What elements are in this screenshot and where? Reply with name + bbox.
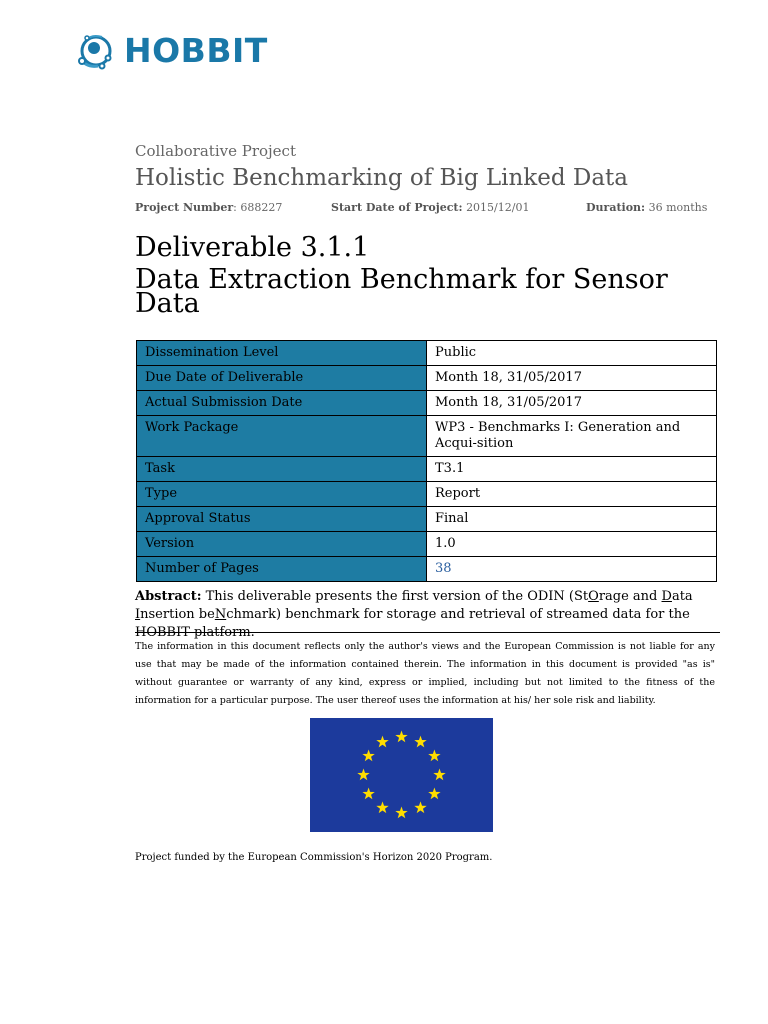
- row-label: Number of Pages: [137, 557, 427, 582]
- start-date-label: Start Date of Project:: [331, 201, 463, 214]
- abstract-text-4: nsertion be: [140, 607, 215, 622]
- row-value-cell: [427, 557, 717, 582]
- project-number: [135, 201, 282, 214]
- start-date-value: 2015/12/01: [466, 201, 530, 214]
- row-label: Approval Status: [137, 507, 427, 532]
- table-row: [137, 391, 717, 416]
- project-number-value: : 688227: [233, 201, 283, 214]
- row-label: Work Package: [137, 416, 427, 457]
- table-row: [137, 532, 717, 557]
- divider: [135, 632, 720, 633]
- disclaimer: The information in this document reflects only the author's views and the European Commission is not liable for any use that may be made of the information contained therein. The information in this document is provided "as is" without guarantee or warranty of any kind, express or implied, including but not limited to the fitness of the information for a particular purpose. The user thereof uses the information at his/ her sole risk and liability.: [135, 641, 715, 706]
- table-row: [137, 482, 717, 507]
- row-value: WP3 - Benchmarks I: Generation and Acqui-sition: [427, 416, 717, 457]
- row-value: Month 18, 31/05/2017: [427, 391, 717, 416]
- row-label: Dissemination Level: [137, 341, 427, 366]
- logo-text: HOBBIT: [124, 31, 268, 70]
- row-label: Version: [137, 532, 427, 557]
- row-value: Public: [427, 341, 717, 366]
- table-row: [137, 341, 717, 366]
- row-label: Task: [137, 457, 427, 482]
- deliverable-info-table: [136, 340, 717, 582]
- row-label: Due Date of Deliverable: [137, 366, 427, 391]
- duration-label: Duration:: [586, 201, 646, 214]
- funding-note: Project funded by the European Commission's Horizon 2020 Program.: [135, 852, 493, 863]
- row-value: Report: [427, 482, 717, 507]
- start-date: [331, 201, 529, 214]
- row-value: Final: [427, 507, 717, 532]
- eu-flag: [310, 718, 493, 832]
- hobbit-logo-icon: [72, 28, 122, 74]
- row-value: 1.0: [427, 532, 717, 557]
- abstract-text-3: ata: [671, 589, 693, 604]
- row-value: T3.1: [427, 457, 717, 482]
- table-row: [137, 507, 717, 532]
- deliverable-title: Data Extraction Benchmark for Sensor Data: [135, 264, 668, 319]
- table-row: [137, 457, 717, 482]
- abstract-letter-n: N: [214, 607, 227, 622]
- duration-value: 36 months: [648, 201, 708, 214]
- row-label: Actual Submission Date: [137, 391, 427, 416]
- row-value: Month 18, 31/05/2017: [427, 366, 717, 391]
- abstract-text-2: rage and: [598, 589, 662, 604]
- table-row: [137, 557, 717, 582]
- project-number-label: Project Number: [135, 201, 234, 214]
- abstract-letter-i: I: [135, 607, 141, 622]
- deliverable-number: Deliverable 3.1.1: [135, 232, 370, 263]
- collaborative-project-label: Collaborative Project: [135, 142, 296, 160]
- abstract-letter-d: D: [661, 589, 672, 604]
- table-row: [137, 416, 717, 457]
- abstract-text-5: chmark) benchmark for storage and retrieval of streamed data for the HOBBIT platform.: [135, 607, 690, 640]
- abstract: [135, 588, 720, 642]
- abstract-text-1: This deliverable presents the first version of the ODIN (St: [201, 589, 589, 604]
- abstract-letter-o: O: [588, 589, 599, 604]
- abstract-label: Abstract:: [135, 589, 202, 604]
- duration: [586, 201, 707, 214]
- page-count-link[interactable]: 38: [435, 561, 452, 576]
- hobbit-logo: [72, 28, 268, 74]
- project-title: Holistic Benchmarking of Big Linked Data: [135, 165, 628, 191]
- row-label: Type: [137, 482, 427, 507]
- table-row: [137, 366, 717, 391]
